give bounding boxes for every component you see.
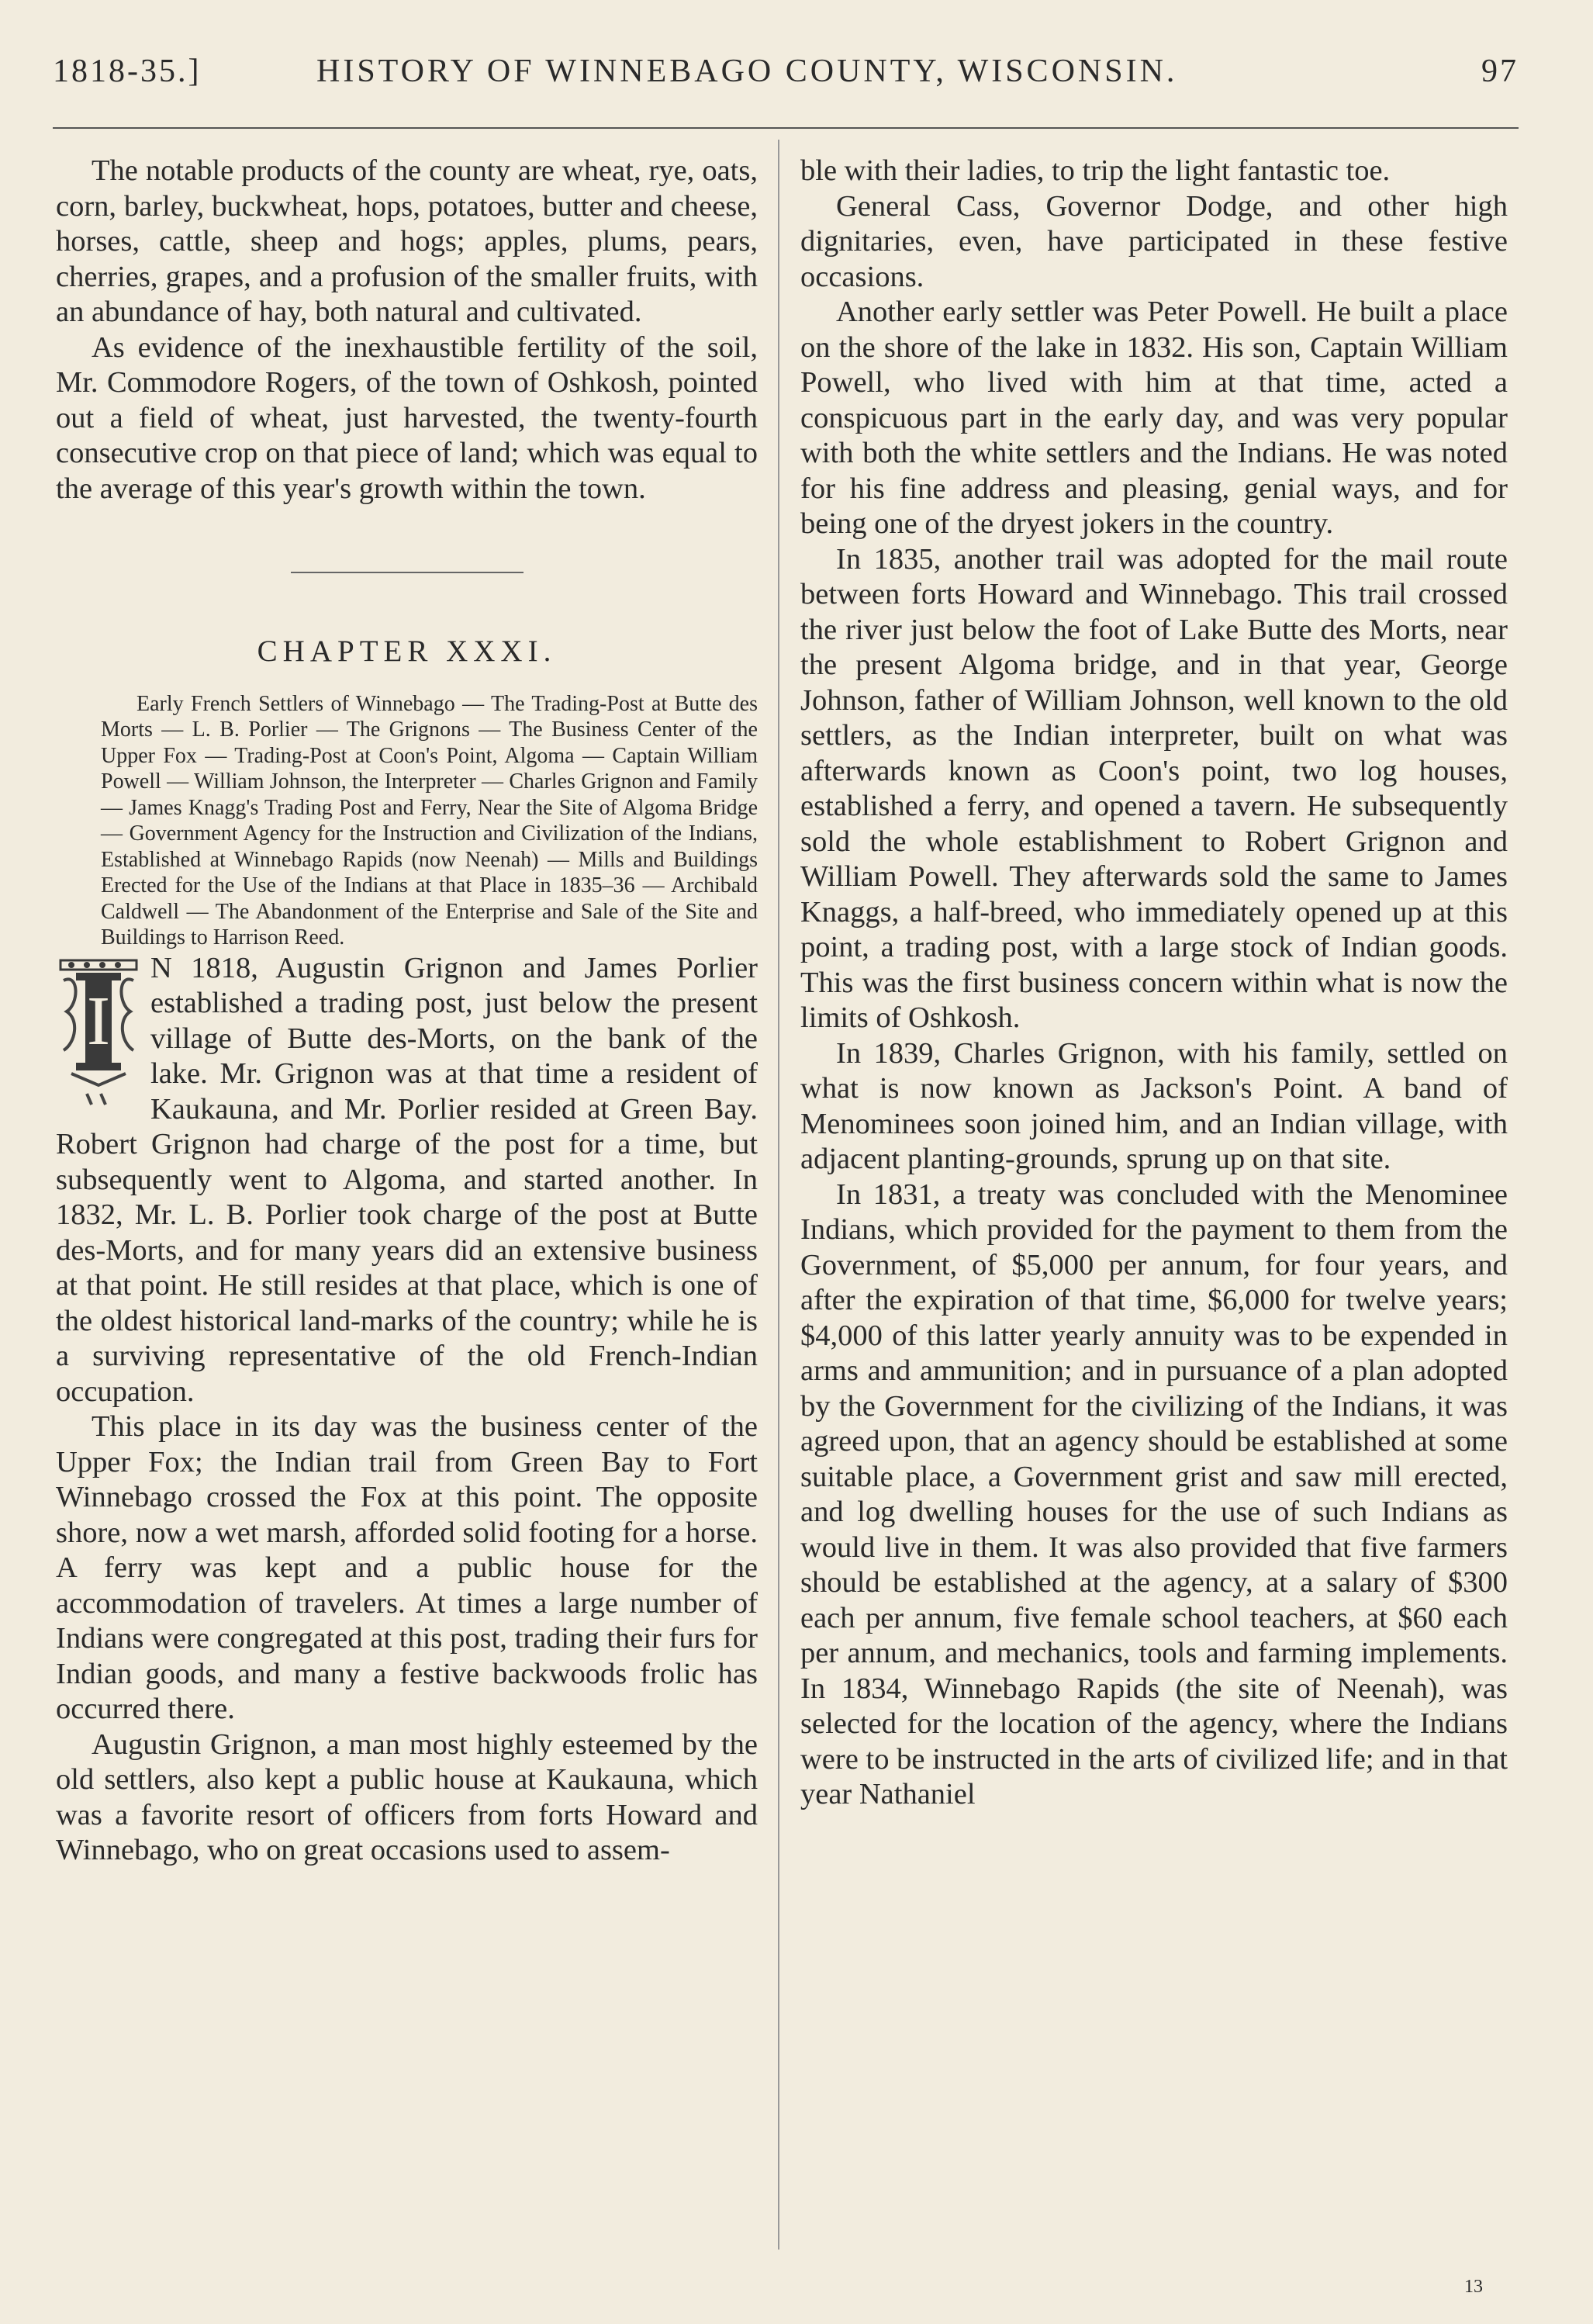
chapter-synopsis: Early French Settlers of Winnebago — The Trading-Post at Butte des Morts — L. B. Porlier — The Grignons — The Business Center of the Upper Fox — Trading-Post at Coon's Point, Algoma — Captain William Powell — William Johnson, the Interpreter — Charles Grignon and Family — James Knagg's Trading Post and Ferry, Near the Site of Algoma Bridge — Government Agency for the Instruction and Civilization of the Indians, Established at Winnebago Rapids (now Neenah) — Mills and Buildings Erected for the Use of the Indians at that Place in 1835–36 — Archibald Caldwell — The Abandonment of the Enterprise and Sale of the Site and Buildings to Harrison Reed. xyxy=(101,691,758,949)
column-divider xyxy=(778,140,779,2250)
running-header xyxy=(53,47,1519,93)
header-rule xyxy=(53,127,1519,129)
paragraph: As evidence of the inexhaustible fertility of the soil, Mr. Commodore Rogers, of the town of Oshkosh, pointed out a field of wheat, just harvested, the twenty-fourth consecutive crop on that piece of land; which was equal to the average of this year's growth within the town. xyxy=(56,330,758,505)
paragraph: In 1839, Charles Grignon, with his family, settled on what is now known as Jackson's Point. A band of Menominees soon joined him, and an Indian village, with adjacent planting-grounds, sprung up on that site. xyxy=(800,1036,1508,1175)
paragraph: In 1835, another trail was adopted for the mail route between forts Howard and Winnebago. This trail crossed the river just below the foot of Lake Butte des Morts, near the present Algoma bridge, and in that year, George Johnson, father of William Johnson, well known to the old settlers, as the Indian interpreter, built on what was afterwards known as Coon's point, two log houses, established a ferry, and opened a tavern. He subsequently sold the whole establishment to Robert Grignon and William Powell. They afterwards sold the same to James Knaggs, a half-breed, who immediately opened up at this point, a trading post, with a large stock of Indian goods. This was the first business concern within what is now the limits of Oshkosh. xyxy=(800,542,1508,1034)
paragraph: The notable products of the county are wheat, rye, oats, corn, barley, buckwheat, hops, potatoes, butter and cheese, horses, cattle, sheep and hogs; apples, plums, pears, cherries, grapes, and a profusion of the smaller fruits, with an abundance of hay, both natural and cultivated. xyxy=(56,154,758,328)
paragraph: ble with their ladies, to trip the light fantastic toe. xyxy=(800,154,1391,187)
paragraph: Augustin Grignon, a man most highly esteemed by the old settlers, also kept a public house at Kaukauna, which was a favorite resort of officers from forts Howard and Winnebago, who on great occasions used to assem- xyxy=(56,1727,758,1866)
paragraph: N 1818, Augustin Grignon and James Porlier established a trading post, just below the present village of Butte des-Morts, on the bank of the lake. Mr. Grignon was at that time a resident of Kaukauna, and Mr. Porlier resided at Green Bay. Robert Grignon had charge of the post for a time, but subsequently went to Algoma, and started another. In 1832, Mr. L. B. Porlier took charge of the post at Butte des-Morts, and for many years did an extensive business at that point. He still resides at that place, which is one of the oldest historical land-marks of the country; while he is a surviving representative of the old French-Indian occupation. xyxy=(56,951,758,1408)
section-rule xyxy=(291,572,524,573)
right-column xyxy=(800,154,1508,1813)
drop-cap-letter: I xyxy=(87,982,110,1060)
paragraph: This place in its day was the business center of the Upper Fox; the Indian trail from Green Bay to Fort Winnebago crossed the Fox at this point. The opposite shore, now a wet marsh, afforded solid footing for a horse. A ferry was kept and a public house for the accommodation of travelers. At times a large number of Indians were congregated at this post, trading their furs for Indian goods, and many a festive backwoods frolic has occurred there. xyxy=(56,1410,758,1725)
paragraph: General Cass, Governor Dodge, and other high dignitaries, even, have participated in these festive occasions. xyxy=(800,189,1508,293)
drop-cap-ornament-icon xyxy=(56,957,141,1108)
page-number: 97 xyxy=(1481,54,1519,89)
paragraph: In 1831, a treaty was concluded with the Menominee Indians, which provided for the payment to them from the Government, of $5,000 per annum, for four years, and after the expiration of that time, $6,000 for twelve years; $4,000 of this latter yearly annuity was to be expended in arms and ammunition; and in pursuance of a plan adopted by the Government for the civilizing of the Indians, it was agreed upon, that an agency should be established at some suitable place, a Government grist and saw mill erected, and log dwelling houses for the use of such Indians as would live in them. It was also provided that five farmers should be established at the agency, at a salary of $300 each per annum, five female school teachers, at $60 each per annum, and mechanics, tools and farming implements. In 1834, Winnebago Rapids (the site of Neenah), was selected for the location of the agency, where the Indians were to be instructed in the arts of civilized life; and in that year Nathaniel xyxy=(800,1178,1508,1810)
header-years: 1818-35.] xyxy=(53,54,202,89)
paragraph: Another early settler was Peter Powell. He built a place on the shore of the lake in 1832. His son, Captain William Powell, who lived with him at that time, acted a conspicuous part in the early day, and was very popular with both the white settlers and the Indians. He was noted for his fine address and pleasing, genial ways, and for being one of the dryest jokers in the country. xyxy=(800,296,1508,540)
header-title: HISTORY OF WINNEBAGO COUNTY, WISCONSIN. xyxy=(316,54,1178,89)
signature-mark: 13 xyxy=(1464,2277,1483,2297)
left-column xyxy=(56,154,758,1869)
chapter-title: CHAPTER XXXI. xyxy=(257,635,557,668)
ornamental-drop-cap xyxy=(56,957,141,1108)
